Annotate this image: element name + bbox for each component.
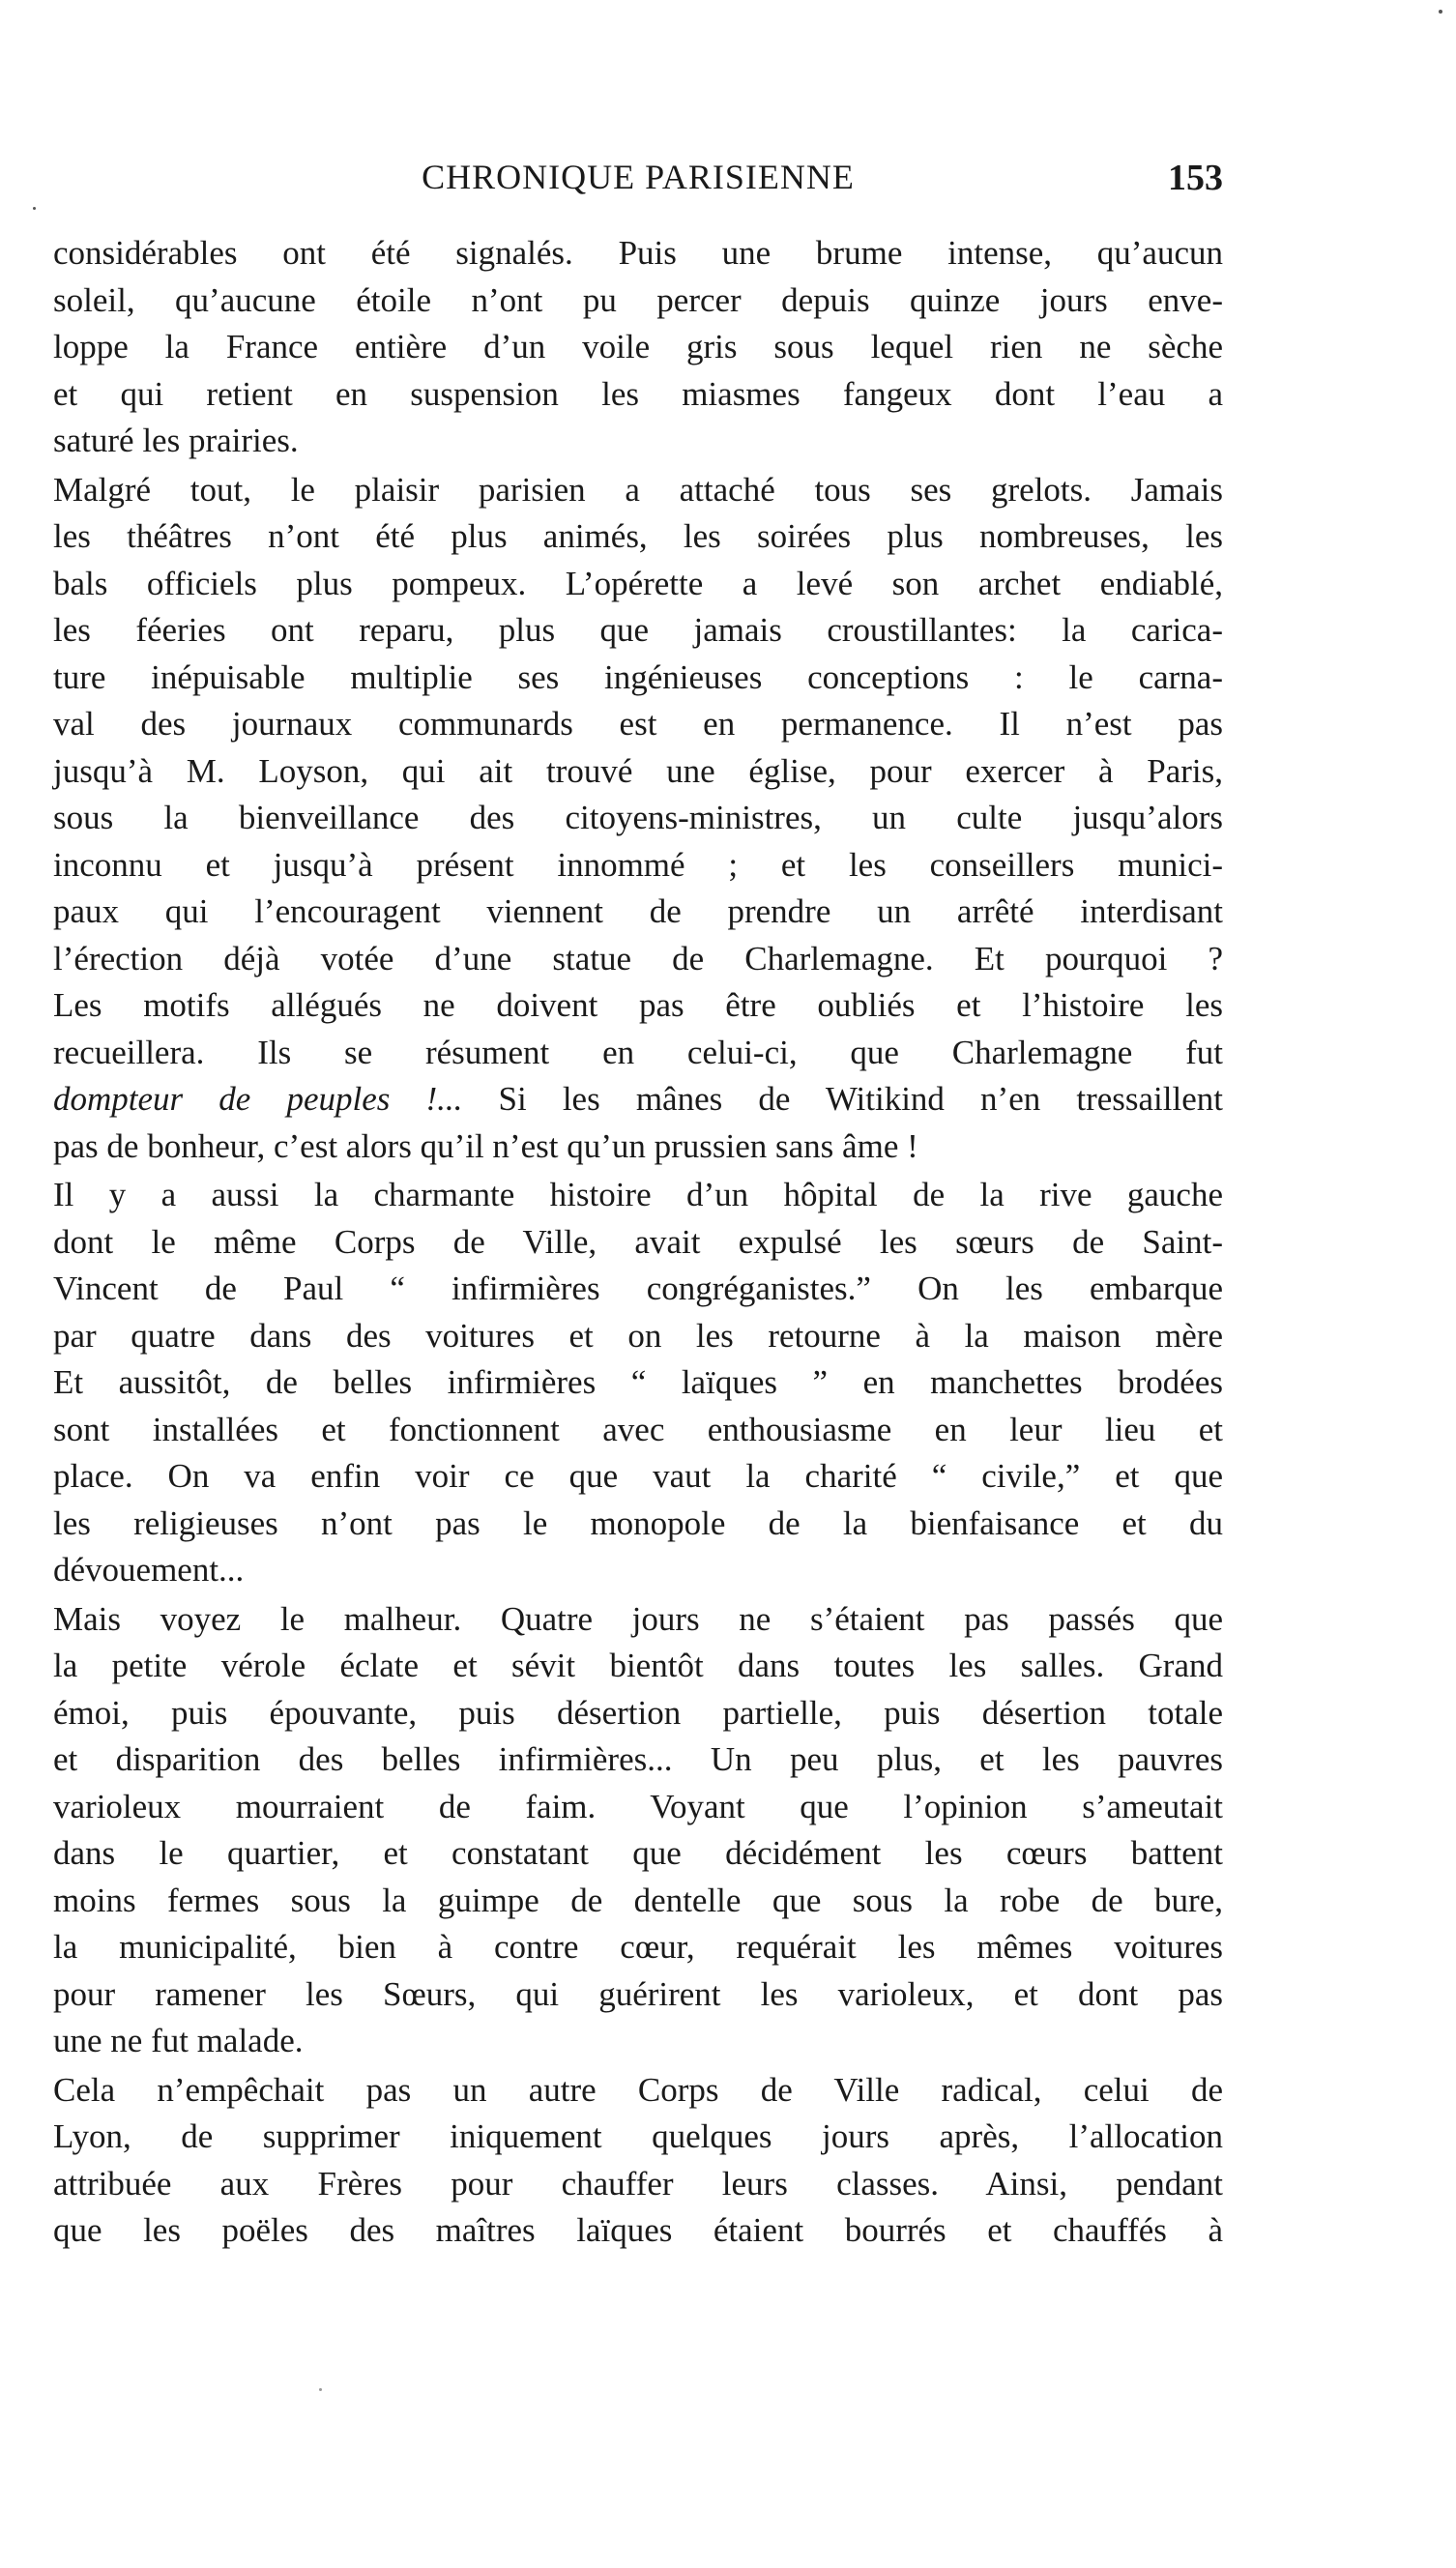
- text-line: l’érection déjà votée d’une statue de Charlemagne. Et pourquoi ?: [53, 939, 1223, 978]
- text-line: et qui retient en suspension les miasmes fangeux dont l’eau a: [53, 374, 1223, 413]
- paragraph: [53, 1596, 1223, 2065]
- text-line: [53, 1076, 1223, 1124]
- scan-speck: [33, 207, 36, 210]
- text-line: une ne fut malade.: [53, 2022, 304, 2059]
- italic-phrase: dompteur de peuples !...: [53, 1080, 463, 1118]
- text-line: Cela n’empêchait pas un autre Corps de Ville radical, celui de: [53, 2070, 1223, 2109]
- text-line: la petite vérole éclate et sévit bientôt dans toutes les salles. Grand: [53, 1647, 1223, 1684]
- scan-speck: [1439, 10, 1442, 14]
- text-line: jusqu’à M. Loyson, qui ait trouvé une église, pour exercer à Paris,: [53, 751, 1223, 790]
- text-line: Malgré tout, le plaisir parisien a attaché tous ses grelots. Jamais: [53, 470, 1223, 509]
- text-line: Lyon, de supprimer iniquement quelques jours après, l’allocation: [53, 2117, 1223, 2155]
- text-line: dévouement...: [53, 1551, 245, 1589]
- text-line: attribuée aux Frères pour chauffer leurs classes. Ainsi, pendant: [53, 2164, 1223, 2203]
- text-line: Les motifs allégués ne doivent pas être oubliés et l’histoire les: [53, 986, 1223, 1024]
- scan-speck: [319, 2388, 322, 2391]
- text-line: les religieuses n’ont pas le monopole de la bienfaisance et du: [53, 1503, 1223, 1542]
- text-line: ture inépuisable multiplie ses ingénieuses conceptions : le carna-: [53, 657, 1223, 696]
- text-line: les féeries ont reparu, plus que jamais croustillantes: la carica-: [53, 611, 1223, 649]
- text-line: dont le même Corps de Ville, avait expulsé les sœurs de Saint-: [53, 1222, 1223, 1261]
- text-line: bals officiels plus pompeux. L’opérette a levé son archet endiablé,: [53, 564, 1223, 602]
- paragraph: [53, 467, 1223, 1171]
- text-line: saturé les prairies.: [53, 422, 299, 459]
- running-head: [53, 157, 1223, 205]
- text-line: Et aussitôt, de belles infirmières “ laïques ” en manchettes brodées: [53, 1363, 1223, 1401]
- text-line: considérables ont été signalés. Puis une brume intense, qu’aucun: [53, 234, 1223, 272]
- text-line: et disparition des belles infirmières... Un peu plus, et les pauvres: [53, 1740, 1223, 1778]
- text-line: pour ramener les Sœurs, qui guérirent les varioleux, et dont pas: [53, 1974, 1223, 2013]
- text-span: recueillera. Ils se résument en celui-ci, que Charlemagne fut: [53, 1033, 1223, 1071]
- text-line: val des journaux communards est en permanence. Il n’est pas: [53, 705, 1223, 743]
- text-line: la municipalité, bien à contre cœur, requérait les mêmes voitures: [53, 1928, 1223, 1966]
- text-span: Si les mânes de Witikind n’en tressaillent: [462, 1080, 1223, 1118]
- text-line: les théâtres n’ont été plus animés, les soirées plus nombreuses, les: [53, 517, 1223, 555]
- text-line: pas de bonheur, c’est alors qu’il n’est qu’un prussien sans âme !: [53, 1126, 918, 1165]
- text-line: moins fermes sous la guimpe de dentelle que sous la robe de bure,: [53, 1881, 1223, 1919]
- text-line: que les poëles des maîtres laïques étaient bourrés et chauffés à: [53, 2211, 1223, 2249]
- text-line: sous la bienveillance des citoyens-ministres, un culte jusqu’alors: [53, 799, 1223, 836]
- running-title: CHRONIQUE PARISIENNE: [422, 158, 855, 196]
- text-line: [53, 1030, 1223, 1077]
- text-line: inconnu et jusqu’à présent innommé ; et les conseillers munici-: [53, 845, 1223, 884]
- text-line: Il y a aussi la charmante histoire d’un hôpital de la rive gauche: [53, 1176, 1223, 1213]
- paragraph: [53, 1172, 1223, 1594]
- paragraph: [53, 230, 1223, 465]
- text-line: par quatre dans des voitures et on les retourne à la maison mère: [53, 1316, 1223, 1355]
- text-line: émoi, puis épouvante, puis désertion partielle, puis désertion totale: [53, 1693, 1223, 1732]
- text-line: Vincent de Paul “ infirmières congréganistes.” On les embarque: [53, 1269, 1223, 1307]
- text-line: sont installées et fonctionnent avec enthousiasme en leur lieu et: [53, 1410, 1223, 1448]
- text-line: loppe la France entière d’un voile gris sous lequel rien ne sèche: [53, 328, 1223, 365]
- text-line: varioleux mourraient de faim. Voyant que l’opinion s’ameutait: [53, 1787, 1223, 1825]
- body-text: [53, 230, 1223, 2255]
- page-number: 153: [1168, 158, 1223, 198]
- text-line: paux qui l’encouragent viennent de prendre un arrêté interdisant: [53, 892, 1223, 930]
- text-line: place. On va enfin voir ce que vaut la charité “ civile,” et que: [53, 1457, 1223, 1495]
- text-line: soleil, qu’aucune étoile n’ont pu percer depuis quinze jours enve-: [53, 280, 1223, 319]
- text-line: dans le quartier, et constatant que décidément les cœurs battent: [53, 1834, 1223, 1872]
- paragraph: [53, 2067, 1223, 2255]
- text-line: Mais voyez le malheur. Quatre jours ne s’étaient pas passés que: [53, 1599, 1223, 1638]
